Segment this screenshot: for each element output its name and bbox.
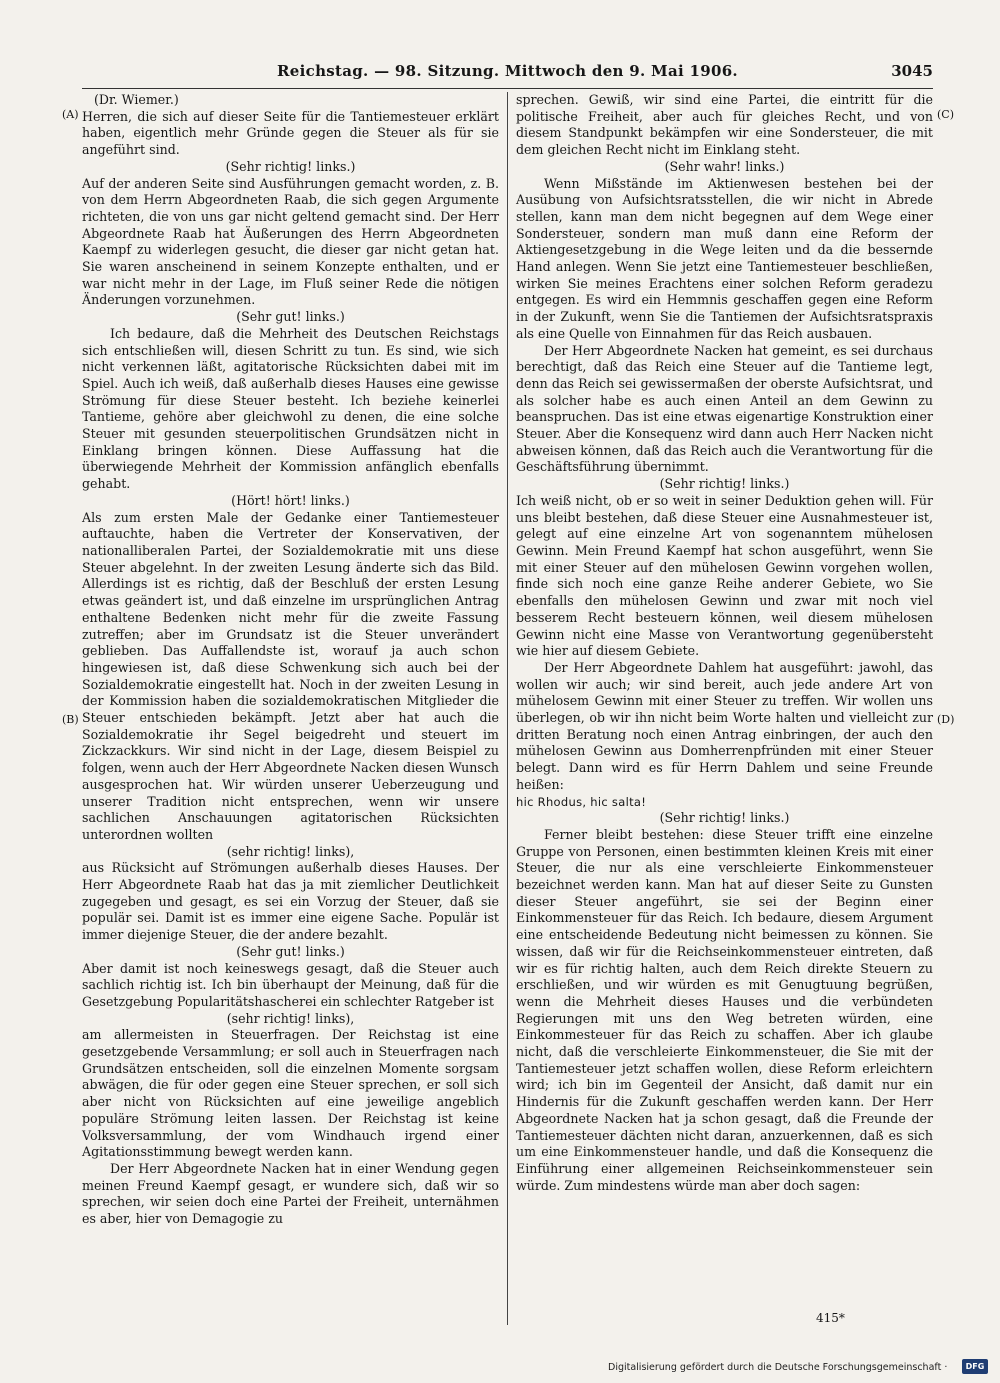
interjection: (Sehr richtig! links.) <box>659 810 790 826</box>
margin-marker-c: (C) <box>937 108 954 121</box>
column-divider <box>507 92 508 1325</box>
header-rule <box>82 88 933 89</box>
paragraph: Ich bedaure, daß die Mehrheit des Deutschen Reichstags sich entschließen will, diesen Schritt zu tun. Es sind, wie sich nicht verkennen läßt, agitatorische Rücksichten dabei mit im Spiel. Auch ich weiß, daß außerhalb dieses Hauses eine gewisse Strömung für diese Steuer besteht. Ich beziehe keinerlei Tantieme, gehöre aber gleichwohl zu denen, die eine solche Steuer mit gesunden steuerpolitischen Grundsätzen nicht in Einklang bringen können. Diese Auffassung hat die überwiegende Mehrheit der Kommission anfänglich ebenfalls gehabt. <box>82 325 499 492</box>
paragraph: Der Herr Abgeordnete Nacken hat gemeint, es sei durchaus berechtigt, daß das Reich eine Steuer auf die Tantieme legt, denn das Reich sei gewissermaßen der oberste Aufsichtsrat, und als solcher habe es auch einen Anteil an dem Gewinn zu beanspruchen. Das ist eine etwas eigenartige Konstruktion einer Steuer. Aber die Konsequenz wird dann auch Herr Nacken nicht abweisen können, daß das Reich auch die Verantwortung für die Geschäftsführung übernimmt. <box>516 342 933 475</box>
paragraph: am allermeisten in Steuerfragen. Der Reichstag ist eine gesetzgebende Versammlung; er soll auch in Steuerfragen nach Grundsätzen entscheiden, soll die einzelnen Momente sorgsam abwägen, die für oder gegen eine Steuer sprechen, er soll sich aber nicht von Rücksichten auf eine jeweilige angeblich populäre Strömung leiten lassen. Der Reichstag ist keine Volksversammlung, der vom Windhauch irgend einer Agitationsstimmung bewegt werden kann. <box>82 1027 499 1160</box>
margin-marker-b: (B) <box>62 713 79 726</box>
margin-marker-d: (D) <box>937 713 955 726</box>
paragraph: Aber damit ist noch keineswegs gesagt, daß die Steuer auch sachlich richtig ist. Ich bin überhaupt der Meinung, daß für die Gesetzgebung Popularitätshascherei ein schlechter Ratgeber ist <box>82 960 499 1009</box>
page-number: 3045 <box>891 62 933 80</box>
left-column <box>82 92 499 1228</box>
running-title: Reichstag. — 98. Sitzung. Mittwoch den 9. Mai 1906. <box>277 62 738 80</box>
paragraph: Ferner bleibt bestehen: diese Steuer trifft eine einzelne Gruppe von Personen, einen bestimmten kleinen Kreis mit einer Steuer, die nur als eine verschleierte Einkommensteuer bezeichnet werden kann. Man hat auf dieser Seite zu Gunsten dieser Steuer angeführt, sie sei der Beginn einer Einkommensteuer für das Reich. Ich bedaure, diesem Argument eine entscheidende Bedeutung nicht beimessen zu können. Sie wissen, daß wir für die Reichseinkommensteuer eintreten, daß wir es für richtig halten, auch dem Reich direkte Steuern zu erschließen, und wir würden es mit Genugtuung begrüßen, wenn die Mehrheit dieses Hauses und die verbündeten Regierungen mit uns den Weg betreten würden, eine Einkommesteuer für das Reich zu schaffen. Aber ich glaube nicht, daß die verschleierte Einkommensteuer, die Sie mit der Tantiemesteuer jetzt schaffen wollen, diese Reform erleichtern wird; ich bin im Gegenteil der Ansicht, daß damit nur ein Hindernis für die Zukunft geschaffen werden kann. Der Herr Abgeordnete Nacken hat ja schon gesagt, daß die Freunde der Tantiemesteuer dächten nicht daran, anzuerkennen, daß es sich um eine Einkommensteuer handle, und daß die Konsequenz die Einführung einer allgemeinen Reichseinkommensteuer sein würde. Zum mindestens würde man aber doch sagen: <box>516 826 933 1193</box>
paragraph: Als zum ersten Male der Gedanke einer Tantiemesteuer auftauchte, haben die Vertreter der Konservativen, der nationalliberalen Partei, der Sozialdemokratie mit uns diese Steuer abgelehnt. In der zweiten Lesung änderte sich das Bild. Allerdings ist es richtig, daß der Beschluß der ersten Lesung etwas geändert ist, und daß einzelne im ursprünglichen Antrag enthaltene Bedenken nicht mehr für die zweite Fassung zutreffen; aber im Grundsatz ist die Steuer unverändert geblieben. Das Auffallendste ist, worauf ja auch schon hingewiesen ist, daß diese Schwenkung sich auch bei der Sozialdemokratie eingestellt hat. Noch in der zweiten Lesung in der Kommission haben die sozialdemokratischen Mitglieder die Steuer entschieden bekämpft. Jetzt aber hat auch die Sozialdemokratie ihr Segel beigedreht und steuert im Zickzackkurs. Wir sind nicht in der Lage, diesem Beispiel zu folgen, wenn auch der Herr Abgeordnete Nacken diesen Wunsch ausgesprochen hat. Wir würden unserer Ueberzeugung und unserer Tradition nicht entsprechen, wenn wir unsere sachlichen Anschauungen agitatorischen Rücksichten unterordnen wollten <box>82 509 499 842</box>
digitization-note: Digitalisierung gefördert durch die Deutsche Forschungsgemeinschaft · <box>608 1362 948 1373</box>
interjection: (Sehr gut! links.) <box>236 309 345 325</box>
paragraph: Ich weiß nicht, ob er so weit in seiner Deduktion gehen will. Für uns bleibt bestehen, daß diese Steuer eine Ausnahmesteuer ist, gelegt auf eine einzelne Art von sogenanntem mühelosen Gewinn. Mein Freund Kaempf hat schon ausgeführt, wenn Sie mit einer Steuer auf den mühelosen Gewinn vorgehen wollen, finde sich noch eine ganze Reihe anderer Gebiete, wo Sie ebenfalls den mühelosen Gewinn und zwar mit noch viel besserem Recht besteuern können, weil diesem mühelosen Gewinn nicht eine Masse von Verantwortung gegenübersteht wie hier auf diesem Gebiete. <box>516 492 933 659</box>
paragraph: Auf der anderen Seite sind Ausführungen gemacht worden, z. B. von dem Herrn Abgeordneten Raab, die sich gegen Argumente richteten, die von uns gar nicht geltend gemacht sind. Der Herr Abgeordnete Raab hat Äußerungen des Herrn Abgeordneten Kaempf zu widerlegen gesucht, die dieser gar nicht getan hat. Sie waren anscheinend in seinem Konzepte enthalten, und er war nicht mehr in der Lage, im Fluß seiner Rede die nötigen Änderungen vorzunehmen. <box>82 175 499 308</box>
sheet-signature: 415* <box>816 1311 845 1325</box>
interjection: (Sehr wahr! links.) <box>664 158 785 174</box>
paragraph: Der Herr Abgeordnete Nacken hat in einer Wendung gegen meinen Freund Kaempf gesagt, er wundere sich, daß wir so sprechen, wir seien doch eine Partei der Freiheit, unternähmen es aber, hier von Demagogie zu <box>82 1161 499 1227</box>
margin-marker-a: (A) <box>62 108 79 121</box>
dfg-logo-icon: DFG <box>962 1359 988 1374</box>
paragraph: sprechen. Gewiß, wir sind eine Partei, die eintritt für die politische Freiheit, aber auch für gleiches Recht, und von diesem Standpunkt bekämpfen wir eine Sondersteuer, die mit dem gleichen Recht nicht im Einklang steht. <box>516 92 933 158</box>
paragraph: Der Herr Abgeordnete Dahlem hat ausgeführt: jawohl, das wollen wir auch; wir sind bereit, auch jede andere Art von mühelosem Gewinn mit einer Steuer zu treffen. Wir wollen uns überlegen, ob wir ihn nicht beim Worte halten und vielleicht zur dritten Beratung noch einen Antrag einbringen, der auch den mühelosen Gewinn aus Domherrenpfründen mit einer Steuer belegt. Dann wird es für Herrn Dahlem und seine Freunde heißen: <box>516 659 933 792</box>
interjection: (Sehr gut! links.) <box>236 943 345 959</box>
paragraph: Herren, die sich auf dieser Seite für die Tantiemesteuer erklärt haben, eigentlich mehr Gründe gegen die Steuer als für sie angeführt sind. <box>82 108 499 158</box>
interjection: (sehr richtig! links), <box>226 843 355 859</box>
paragraph: Wenn Mißstände im Aktienwesen bestehen bei der Ausübung von Aufsichtsratsstellen, die wir nicht in Abrede stellen, kann man dem nicht begegnen auf dem Wege einer Sondersteuer, sondern man muß dann eine Reform der Aktiengesetzgebung in die Wege leiten und da die bessernde Hand anlegen. Wenn Sie jetzt eine Tantiemesteuer beschließen, wirken Sie meines Erachtens einer solchen Reform geradezu entgegen. Es wird ein Hemmnis geschaffen gegen eine Reform in der Zukunft, wenn Sie die Tantiemen der Aufsichtsratspraxis als eine Quelle von Einnahmen für das Reich ausbauen. <box>516 175 933 341</box>
speaker-label: (Dr. Wiemer.) <box>94 92 179 107</box>
interjection: (sehr richtig! links), <box>226 1010 355 1026</box>
interjection: (Sehr richtig! links.) <box>225 158 356 174</box>
page-header <box>82 62 933 86</box>
right-column <box>516 92 933 1194</box>
latin-quote: hic Rhodus, hic salta! <box>516 794 647 809</box>
paragraph: aus Rücksicht auf Strömungen außerhalb dieses Hauses. Der Herr Abgeordnete Raab hat das ja mit ziemlicher Deutlichkeit zugegeben und gesagt, es sei ein Vorzug der Steuer, daß sie populär sei. Damit ist es immer eine eigene Sache. Populär ist immer diejenige Steuer, die der andere bezahlt. <box>82 860 499 943</box>
interjection: (Hört! hört! links.) <box>231 492 350 508</box>
interjection: (Sehr richtig! links.) <box>659 476 790 492</box>
